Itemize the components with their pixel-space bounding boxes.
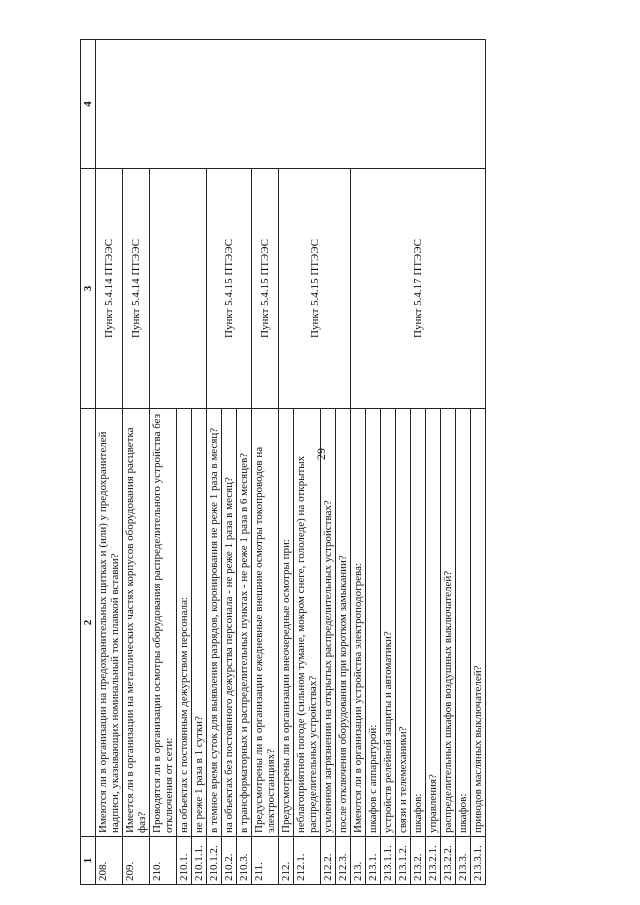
item-question: на объектах с постоянным дежурством персонала:: [177, 409, 192, 837]
item-number: 210.: [150, 837, 177, 885]
item-question: на объектах без постоянного дежурства персонала - не реже 1 раза в месяц?: [222, 409, 237, 837]
item-number: 208.: [96, 837, 123, 885]
item-question: в трансформаторных и распределительных пунктах - не реже 1 раза в 6 месяцев?: [237, 409, 252, 837]
item-number: 210.1.1.: [192, 837, 207, 885]
item-reference: Пункт 5.4.15 ПТЭЭС: [207, 169, 252, 409]
item-number: 212.: [279, 837, 294, 885]
item-reference: Пункт 5.4.14 ПТЭЭС: [96, 169, 123, 409]
page-number: 29: [314, 448, 328, 460]
item-question: в темное время суток для выявления разрядов, коронирования не реже 1 раза в месяц?: [207, 409, 222, 837]
item-question: Предусмотрены ли в организации внеочередные осмотры при:: [279, 409, 294, 837]
item-number: 213.2.2.: [441, 837, 456, 885]
item-question: приводов масляных выключателей?: [471, 409, 486, 837]
item-question: Имеется ли в организации на металлических частях корпусов оборудования расцветка фаз?: [123, 409, 150, 837]
item-question: Имеются ли в организации на предохранительных щитках и (или) у предохранителей надписи, указывающих номинальный ток плавкой вставки?: [96, 409, 123, 837]
item-question: Предусмотрены ли в организации ежедневные внешние осмотры токопроводов на электростанциях?: [252, 409, 279, 837]
item-reference: Пункт 5.4.15 ПТЭЭС: [279, 169, 351, 409]
item-number: 213.3.: [456, 837, 471, 885]
item-number: 213.2.1.: [426, 837, 441, 885]
item-question: неблагоприятной погоде (сильном тумане, мокром снеге, гололеде) на открытых распределительных устройствах?: [294, 409, 321, 837]
item-number: 213.3.1.: [471, 837, 486, 885]
item-number: 212.3.: [336, 837, 351, 885]
item-question: связи и телемеханики?: [396, 409, 411, 837]
item-number: 213.2.: [411, 837, 426, 885]
item-question: устройств релейной защиты и автоматики?: [381, 409, 396, 837]
item-question: усиленном загрязнении на открытых распределительных устройствах?: [321, 409, 336, 837]
requirements-table: [80, 40, 624, 885]
item-question: распределительных шкафов воздушных выключателей?: [441, 409, 456, 837]
item-question: управления?: [426, 409, 441, 837]
item-number: 212.2.: [321, 837, 336, 885]
item-question: шкафов:: [411, 409, 426, 837]
table-body: [96, 40, 486, 885]
header-col-4: 4: [81, 40, 96, 169]
item-number: 213.1.1.: [381, 837, 396, 885]
table-row: [96, 40, 123, 885]
header-col-2: 2: [81, 409, 96, 837]
header-col-1: 1: [81, 837, 96, 885]
table-container: [80, 40, 624, 885]
item-number: 210.1.2.: [207, 837, 222, 885]
item-reference: [150, 169, 207, 409]
item-number: 213.: [351, 837, 366, 885]
item-question: Имеются ли в организации устройства электроподогрева:: [351, 409, 366, 837]
item-question: шкафов:: [456, 409, 471, 837]
table-header-row: [81, 40, 96, 885]
header-col-3: 3: [81, 169, 96, 409]
item-question: Проводятся ли в организации осмотры оборудования распределительного устройства без отключения от сети:: [150, 409, 177, 837]
item-reference: Пункт 5.4.17 ПТЭЭС: [351, 169, 486, 409]
item-number: 210.3.: [237, 837, 252, 885]
item-number: 213.1.: [366, 837, 381, 885]
notes-cell: [96, 40, 486, 169]
item-question: шкафов с аппаратурой:: [366, 409, 381, 837]
item-number: 209.: [123, 837, 150, 885]
item-question: после отключения оборудования при коротком замыкании?: [336, 409, 351, 837]
item-question: не реже 1 раза в 1 сутки?: [192, 409, 207, 837]
item-number: 210.1.: [177, 837, 192, 885]
item-number: 212.1.: [294, 837, 321, 885]
item-number: 210.2.: [222, 837, 237, 885]
item-reference: Пункт 5.4.14 ПТЭЭС: [123, 169, 150, 409]
item-reference: Пункт 5.4.15 ПТЭЭС: [252, 169, 279, 409]
item-number: 211.: [252, 837, 279, 885]
item-number: 213.1.2.: [396, 837, 411, 885]
